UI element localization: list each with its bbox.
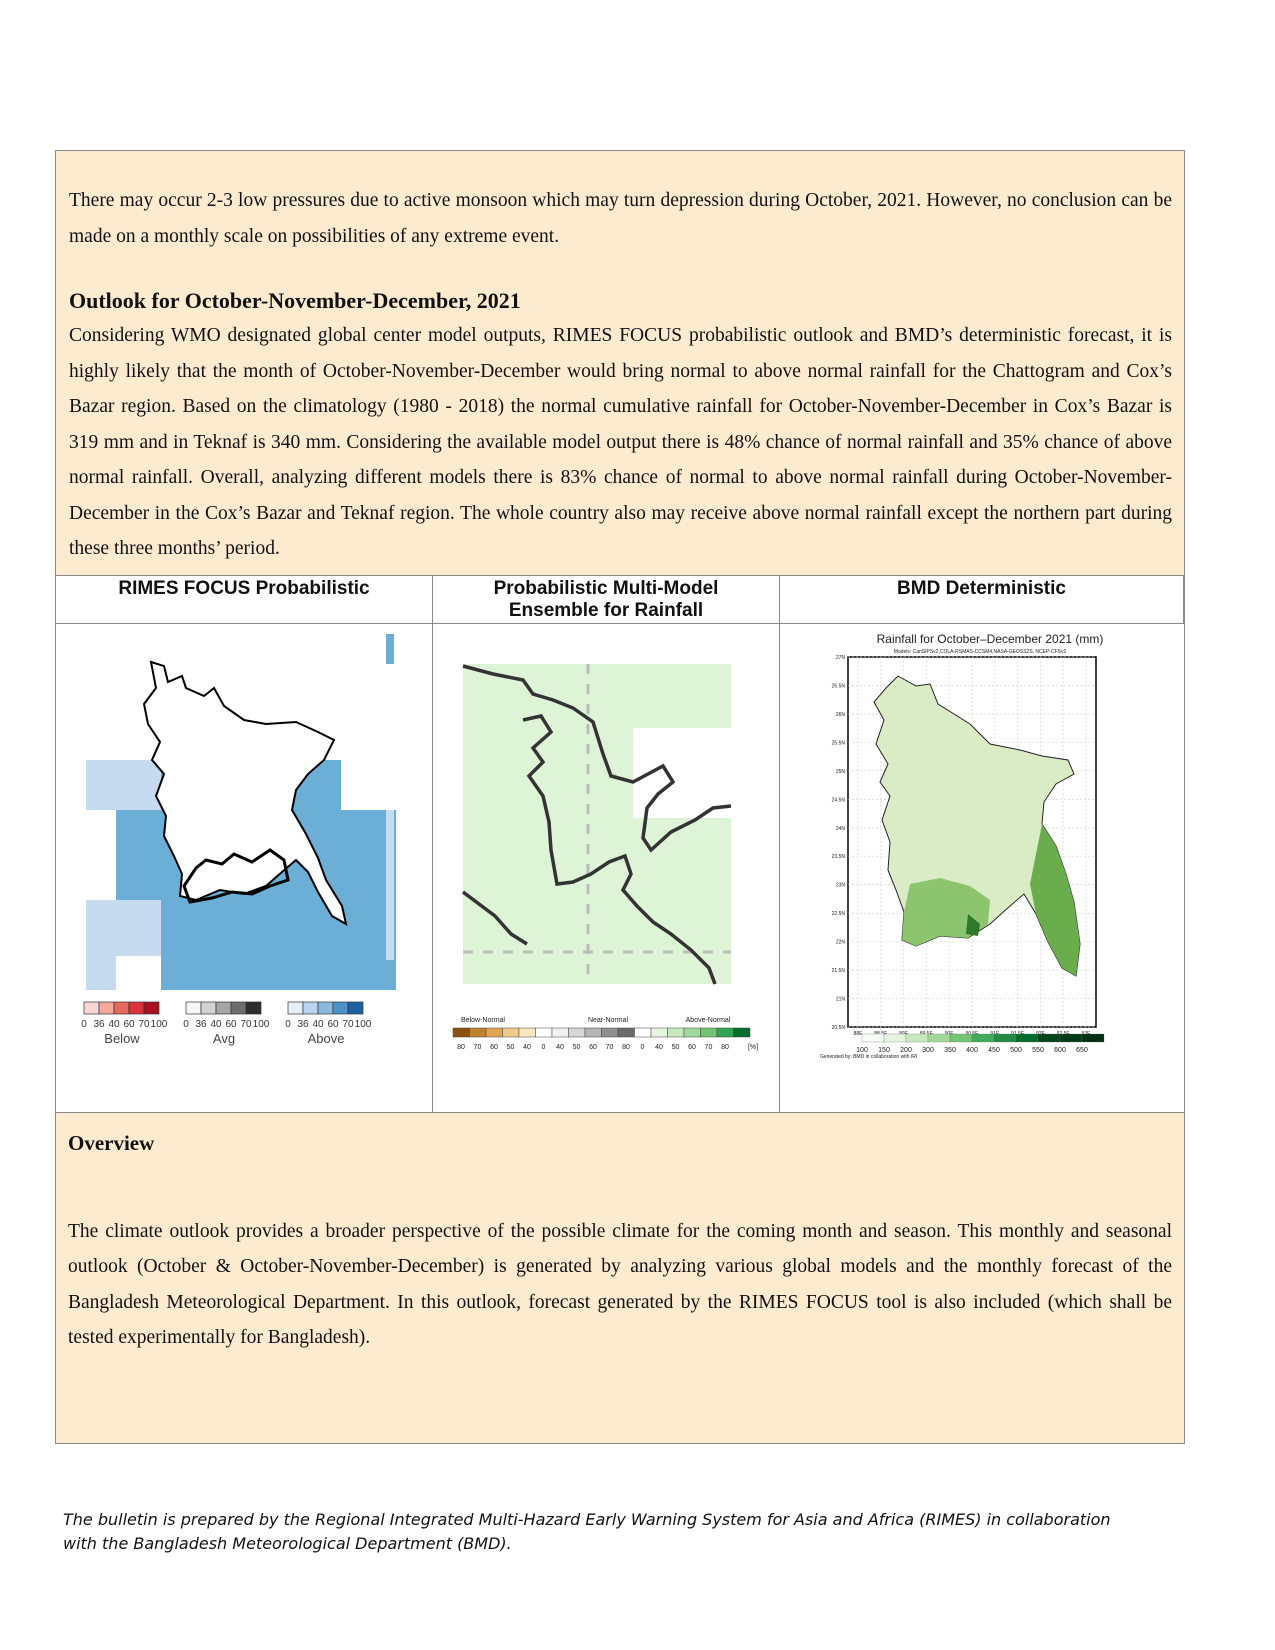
pmme-legend (453, 1017, 758, 1051)
pmme-legend-tick: 40 (523, 1043, 531, 1051)
pmme-legend-tick: 40 (655, 1043, 663, 1051)
rimes-legend-swatch (231, 1002, 246, 1014)
header-pmme-label: Probabilistic Multi-Model Ensemble for Rainfall (493, 577, 719, 621)
rimes-legend-tick: 60 (123, 1018, 135, 1030)
bmd-lat-label: 24.5N (831, 796, 845, 803)
rimes-legend-tick: 0 (81, 1018, 87, 1030)
bmd-lat-label: 20.5N (831, 1024, 845, 1031)
rimes-legend-label: Above (307, 1030, 345, 1046)
rimes-legend-swatch (318, 1002, 333, 1014)
bmd-colorbar-swatch (1038, 1034, 1060, 1042)
bmd-colorbar-tick: 550 (1032, 1046, 1044, 1054)
rimes-legend-swatch (201, 1002, 216, 1014)
rimes-legend-tick: 70 (240, 1018, 252, 1030)
bmd-colorbar-swatch (950, 1034, 972, 1042)
pmme-legend-tick: 60 (589, 1043, 597, 1051)
rimes-legend-tick: 40 (108, 1018, 120, 1030)
overview-section (56, 1113, 1184, 1443)
bmd-lat-label: 25.5N (831, 739, 845, 746)
bmd-lat-label: 23.5N (831, 853, 845, 860)
pmme-legend-unit: [%] (747, 1043, 759, 1051)
pmme-legend-tick: 50 (671, 1043, 680, 1051)
bmd-colorbar-tick: 350 (944, 1046, 956, 1054)
rimes-legend-tick: 36 (93, 1018, 105, 1030)
pmme-legend-tick: 0 (640, 1043, 645, 1051)
bulletin-box (55, 150, 1185, 1444)
bmd-colorbar-swatch (1082, 1034, 1104, 1042)
pmme-legend-tick: 70 (473, 1043, 482, 1051)
bmd-models: Models: CanSIPSv2,COLA-RSMAS-CCSM4,NASA-GEOSS2S, NCEP-CFSv2 (893, 648, 1067, 655)
bmd-lat-label: 26.5N (831, 682, 845, 689)
bmd-colorbar-tick: 150 (878, 1046, 890, 1054)
overview-heading: Overview (68, 1130, 155, 1155)
bmd-colorbar-tick: 200 (900, 1046, 912, 1054)
pmme-legend-swatch (585, 1028, 602, 1037)
rimes-legend-tick: 100 (354, 1018, 372, 1030)
rimes-legend-tick: 40 (210, 1018, 222, 1030)
pmme-legend-tick: 80 (721, 1043, 729, 1051)
rimes-legend-tick: 70 (342, 1018, 354, 1030)
pmme-legend-swatch (519, 1028, 536, 1037)
pmme-legend-tick: 80 (457, 1043, 465, 1051)
bmd-lat-label: 27N (835, 654, 845, 661)
rimes-legend-swatch (246, 1002, 261, 1014)
pmme-legend-swatch (668, 1028, 685, 1037)
rimes-legend-swatch (144, 1002, 159, 1014)
pmme-map-cell (433, 624, 780, 1112)
pmme-legend-swatch (701, 1028, 718, 1037)
bmd-colorbar-tick: 100 (856, 1046, 868, 1054)
pmme-legend-swatch (717, 1028, 734, 1037)
bmd-colorbar-swatch (862, 1034, 884, 1042)
rimes-legend-label: Below (104, 1030, 140, 1046)
bmd-lon-label: 88E (853, 1030, 863, 1037)
bmd-colorbar-tick: 400 (966, 1046, 978, 1054)
rimes-legend-tick: 100 (150, 1018, 168, 1030)
bmd-lat-label: 23N (835, 882, 845, 889)
bmd-lat-label: 22.5N (831, 910, 845, 917)
pmme-legend-swatch (635, 1028, 652, 1037)
pmme-legend-swatch (569, 1028, 586, 1037)
pmme-legend-swatch (536, 1028, 553, 1037)
rimes-legend-swatch (216, 1002, 231, 1014)
bmd-colorbar-tick: 450 (988, 1046, 1000, 1054)
rimes-map (56, 624, 433, 1112)
bmd-colorbar-swatch (1060, 1034, 1082, 1042)
pmme-legend-swatch (453, 1028, 470, 1037)
bmd-colorbar-swatch (884, 1034, 906, 1042)
rimes-legend (81, 1002, 372, 1046)
forecast-table (56, 575, 1184, 1113)
bmd-colorbar-swatch (906, 1034, 928, 1042)
pmme-legend-tick: 50 (506, 1043, 515, 1051)
bmd-colorbar-swatch (972, 1034, 994, 1042)
pmme-legend-swatch (602, 1028, 619, 1037)
rimes-legend-tick: 60 (225, 1018, 237, 1030)
rimes-legend-swatch (129, 1002, 144, 1014)
bmd-lat-label: 25N (835, 768, 845, 775)
bmd-lat-label: 24N (835, 825, 845, 832)
pmme-legend-tick: 70 (704, 1043, 713, 1051)
rimes-legend-swatch (186, 1002, 201, 1014)
pmme-legend-swatch (618, 1028, 635, 1037)
rimes-legend-tick: 36 (195, 1018, 207, 1030)
pmme-legend-tick: 50 (572, 1043, 581, 1051)
rimes-legend-swatch (348, 1002, 363, 1014)
pmme-legend-title: Above-Normal (685, 1016, 731, 1024)
rimes-legend-tick: 60 (327, 1018, 339, 1030)
bmd-colorbar-tick: 300 (922, 1046, 934, 1054)
bmd-colorbar-swatch (928, 1034, 950, 1042)
pmme-legend-title: Below-Normal (461, 1016, 505, 1024)
bmd-colorbar (856, 1034, 1104, 1054)
pmme-legend-title: Near-Normal (587, 1016, 629, 1024)
bmd-lat-label: 21N (835, 996, 845, 1003)
bmd-lat-label: 26N (835, 711, 845, 718)
bmd-colorbar-tick: 650 (1076, 1046, 1088, 1054)
rimes-legend-swatch (114, 1002, 129, 1014)
overview-paragraph: The climate outlook provides a broader perspective of the possible climate for the coming month and season. This monthly and seasonal outlook (October & October-November-December) is generated by analyzing various global models and the monthly forecast of the Bangladesh Meteorological Department. In this outlook, forecast generated by the RIMES FOCUS tool is also included (which shall be tested experimentally for Bangladesh). (68, 1220, 1172, 1348)
grid-cell (386, 810, 394, 960)
bmd-title: Rainfall for October–December 2021 (mm) (876, 631, 1104, 646)
rimes-legend-tick: 40 (312, 1018, 324, 1030)
rimes-legend-label: Avg (212, 1030, 236, 1046)
grid-cell (86, 956, 116, 990)
rimes-legend-tick: 70 (138, 1018, 150, 1030)
footer-note: The bulletin is prepared by the Regional Integrated Multi-Hazard Early Warning System for Asia and Africa (RIMES) in collaboration with the Bangladesh Meteorological Department (BMD). (63, 1510, 1111, 1553)
bmd-map-cell (780, 624, 1184, 1112)
pmme-legend-tick: 70 (605, 1043, 614, 1051)
rimes-legend-tick: 0 (183, 1018, 189, 1030)
rimes-legend-tick: 0 (285, 1018, 291, 1030)
outlook-heading: Outlook for October-November-December, 2021 (69, 288, 521, 313)
rimes-legend-swatch (303, 1002, 318, 1014)
pmme-legend-swatch (470, 1028, 487, 1037)
rimes-legend-mark (386, 634, 394, 664)
bmd-colorbar-tick: 600 (1054, 1046, 1066, 1054)
rimes-map-cell (56, 624, 433, 1112)
pmme-legend-swatch (552, 1028, 569, 1037)
bmd-credit: Generated by: BMD in collaboration with IRI (820, 1053, 918, 1060)
pmme-legend-swatch (684, 1028, 701, 1037)
outlook-paragraph: Considering WMO designated global center model outputs, RIMES FOCUS probabilistic outlook and BMD’s deterministic forecast, it is highly likely that the month of October-November-December would bring normal to above normal rainfall for the Chattogram and Cox’s Bazar region. Based on the climatology (1980 - 2018) the normal cumulative rainfall for October-November-December in Cox’s Bazar is 319 mm and in Teknaf is 340 mm. Considering the available model output there is 48% chance of normal rainfall and 35% chance of above normal rainfall. Overall, analyzing different models there is 83% chance of normal to above normal rainfall during October-November-December in the Cox’s Bazar and Teknaf region. The whole country also may receive above normal rainfall except the northern part during these three months’ period. (69, 325, 1172, 559)
pmme-legend-swatch (651, 1028, 668, 1037)
pmme-legend-swatch (503, 1028, 520, 1037)
text-section (56, 151, 1184, 567)
bmd-colorbar-swatch (1016, 1034, 1038, 1042)
pmme-legend-tick: 60 (490, 1043, 498, 1051)
grid-cell (116, 956, 161, 990)
bmd-lat-label: 21.5N (831, 967, 845, 974)
pmme-legend-tick: 60 (688, 1043, 696, 1051)
rimes-legend-swatch (333, 1002, 348, 1014)
pmme-legend-tick: 0 (541, 1043, 546, 1051)
header-pmme (433, 576, 780, 624)
header-bmd: BMD Deterministic (780, 576, 1184, 624)
rimes-legend-tick: 100 (252, 1018, 270, 1030)
pmme-legend-tick: 40 (556, 1043, 564, 1051)
bmd-colorbar-swatch (994, 1034, 1016, 1042)
rimes-legend-swatch (84, 1002, 99, 1014)
pmme-legend-swatch (734, 1028, 751, 1037)
rimes-legend-swatch (99, 1002, 114, 1014)
pmme-map (433, 624, 780, 1112)
header-rimes: RIMES FOCUS Probabilistic (56, 576, 433, 624)
bmd-colorbar-tick: 500 (1010, 1046, 1022, 1054)
pmme-legend-tick: 80 (622, 1043, 630, 1051)
bmd-map (780, 624, 1184, 1112)
rimes-legend-swatch (288, 1002, 303, 1014)
pmme-legend-swatch (486, 1028, 503, 1037)
rimes-legend-tick: 36 (297, 1018, 309, 1030)
bmd-lat-label: 22N (835, 939, 845, 946)
intro-paragraph: There may occur 2-3 low pressures due to active monsoon which may turn depression during October, 2021. However, no conclusion can be made on a monthly scale on possibilities of any extreme event. (69, 190, 1172, 247)
